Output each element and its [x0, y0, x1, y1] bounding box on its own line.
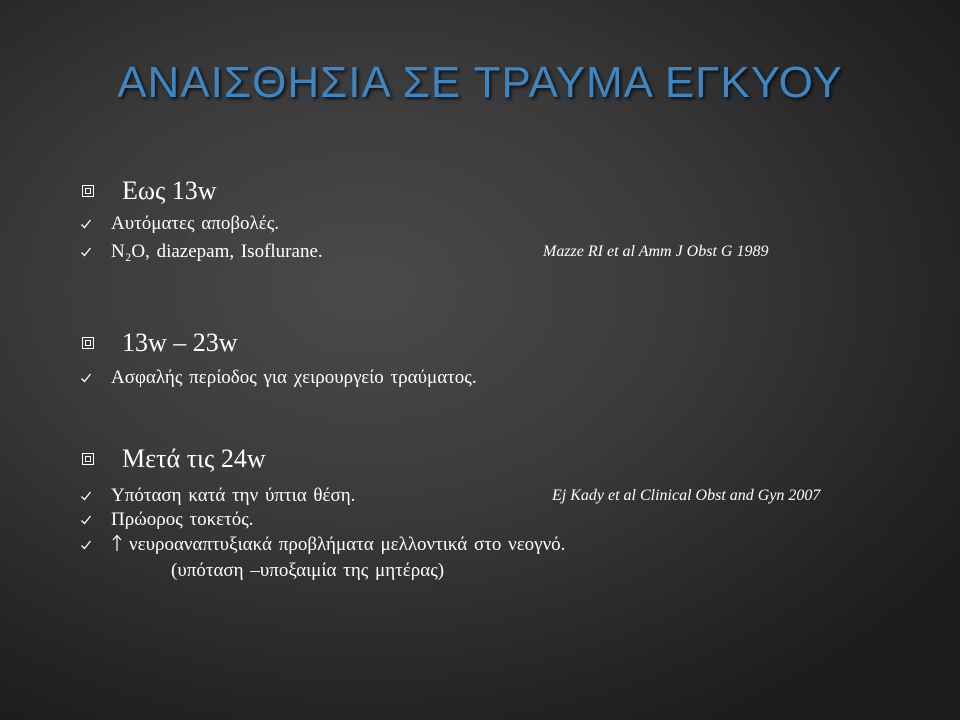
section-mid [80, 324, 900, 390]
section-heading: Μετά τις 24w [122, 444, 266, 473]
list-item-text: N₂O, diazepam, Isoflurane. [111, 241, 323, 262]
list-item-text: Πρώορος τοκετός. [111, 509, 254, 530]
list-item-text: Αυτόματες αποβολές. [111, 213, 279, 234]
section-heading-row [80, 440, 900, 478]
section-heading: Εως 13w [122, 176, 217, 205]
reference-citation: Mazze RI et al Amm J Obst G 1989 [543, 243, 769, 260]
list-item [80, 508, 900, 532]
list-item [80, 366, 900, 390]
list-item-text: Υπόταση κατά την ύπτια θέση. [111, 485, 356, 506]
box-bullet-icon [82, 185, 94, 197]
list-item [80, 240, 900, 264]
list-item [80, 212, 900, 236]
check-icon [80, 218, 94, 230]
section-heading-row [80, 172, 900, 210]
check-icon [80, 246, 94, 258]
list-item-text: νευροαναπτυξιακά προβλήματα μελλοντικά στο νεογνό. [129, 534, 566, 555]
section-heading-row [80, 324, 900, 362]
list-item-text: Ασφαλής περίοδος για χειρουργείο τραύματος. [111, 367, 477, 388]
list-item [80, 484, 900, 508]
list-item-continuation [80, 559, 900, 583]
check-icon [80, 514, 94, 526]
section-heading: 13w – 23w [122, 328, 238, 357]
section-early [80, 172, 900, 264]
continuation-text: (υπόταση –υποξαιμία της μητέρας) [171, 560, 445, 581]
check-icon [80, 539, 94, 551]
check-icon [80, 490, 94, 502]
up-arrow-icon [111, 534, 123, 557]
list-item [80, 533, 900, 557]
box-bullet-icon [82, 337, 94, 349]
check-icon [80, 372, 94, 384]
slide-title: ΑΝΑΙΣΘΗΣΙΑ ΣΕ ΤΡΑΥΜΑ ΕΓΚΥΟΥ [117, 58, 843, 107]
box-bullet-icon [82, 453, 94, 465]
reference-citation: Ej Kady et al Clinical Obst and Gyn 2007 [552, 487, 821, 504]
section-late [80, 440, 900, 583]
